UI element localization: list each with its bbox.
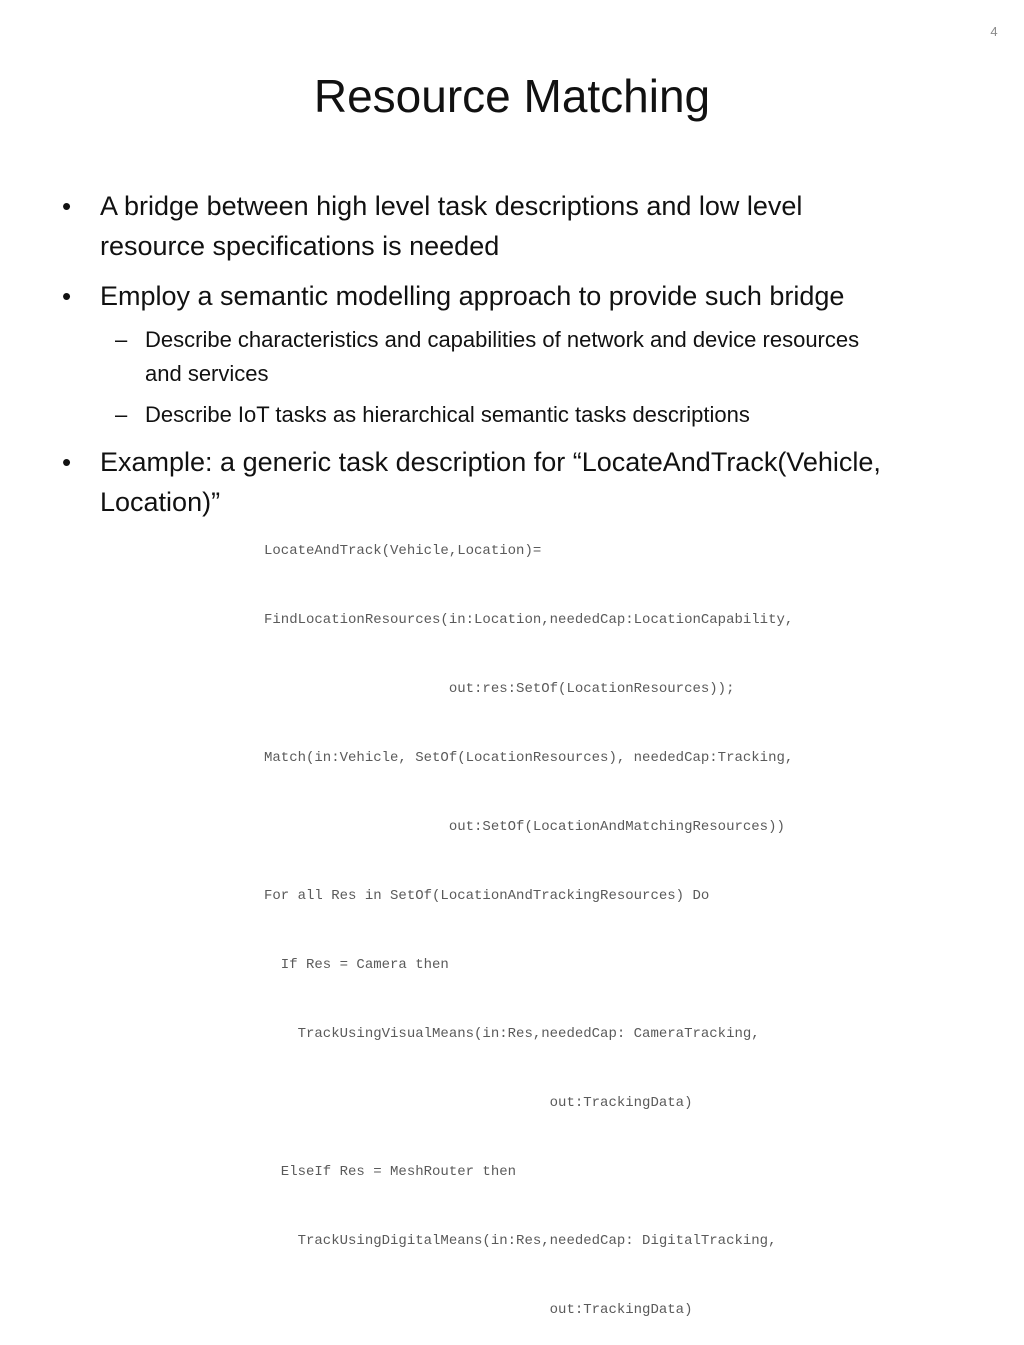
code-line: TrackUsingVisualMeans(in:Res,neededCap: CameraTracking,	[264, 1026, 760, 1042]
bullet-marker: •	[62, 191, 72, 221]
code-line: out:TrackingData)	[264, 1095, 693, 1111]
sub-bullet-text-line: Describe IoT tasks as hierarchical semantic tasks descriptions	[145, 402, 750, 427]
sub-bullet-marker: –	[115, 402, 128, 427]
code-line: FindLocationResources(in:Location,neededCap:LocationCapability,	[264, 612, 794, 628]
code-block	[264, 494, 793, 1345]
sub-bullet-item	[115, 323, 860, 391]
code-line: Match(in:Vehicle, SetOf(LocationResources), neededCap:Tracking,	[264, 750, 794, 766]
code-line: If Res = Camera then	[264, 957, 449, 973]
code-line: out:res:SetOf(LocationResources));	[264, 681, 735, 697]
bullet-text-line: Example: a generic task description for “LocateAndTrack(Vehicle,	[100, 447, 881, 477]
code-line: out:TrackingData)	[264, 1302, 693, 1318]
sub-bullet-text-line: and services	[145, 361, 269, 386]
code-line: TrackUsingDigitalMeans(in:Res,neededCap: DigitalTracking,	[264, 1233, 777, 1249]
code-line: ElseIf Res = MeshRouter then	[264, 1164, 517, 1180]
bullet-text-line: Location)”	[100, 487, 221, 517]
code-line: out:SetOf(LocationAndMatchingResources))	[264, 819, 785, 835]
sub-bullet-item	[115, 398, 750, 432]
bullet-item	[62, 186, 803, 266]
bullet-text-line: resource specifications is needed	[100, 231, 500, 261]
slide-number: 4	[990, 24, 998, 39]
code-line: LocateAndTrack(Vehicle,Location)=	[264, 543, 542, 559]
sub-bullet-marker: –	[115, 327, 128, 352]
bullet-text-line: Employ a semantic modelling approach to provide such bridge	[100, 281, 845, 311]
bullet-item	[62, 276, 845, 316]
sub-bullet-text-line: Describe characteristics and capabilities of network and device resources	[145, 327, 860, 352]
slide-title: Resource Matching	[313, 70, 711, 122]
bullet-marker: •	[62, 447, 72, 477]
bullet-marker: •	[62, 281, 72, 311]
bullet-text-line: A bridge between high level task descriptions and low level	[100, 191, 803, 221]
code-line: For all Res in SetOf(LocationAndTrackingResources) Do	[264, 888, 710, 904]
